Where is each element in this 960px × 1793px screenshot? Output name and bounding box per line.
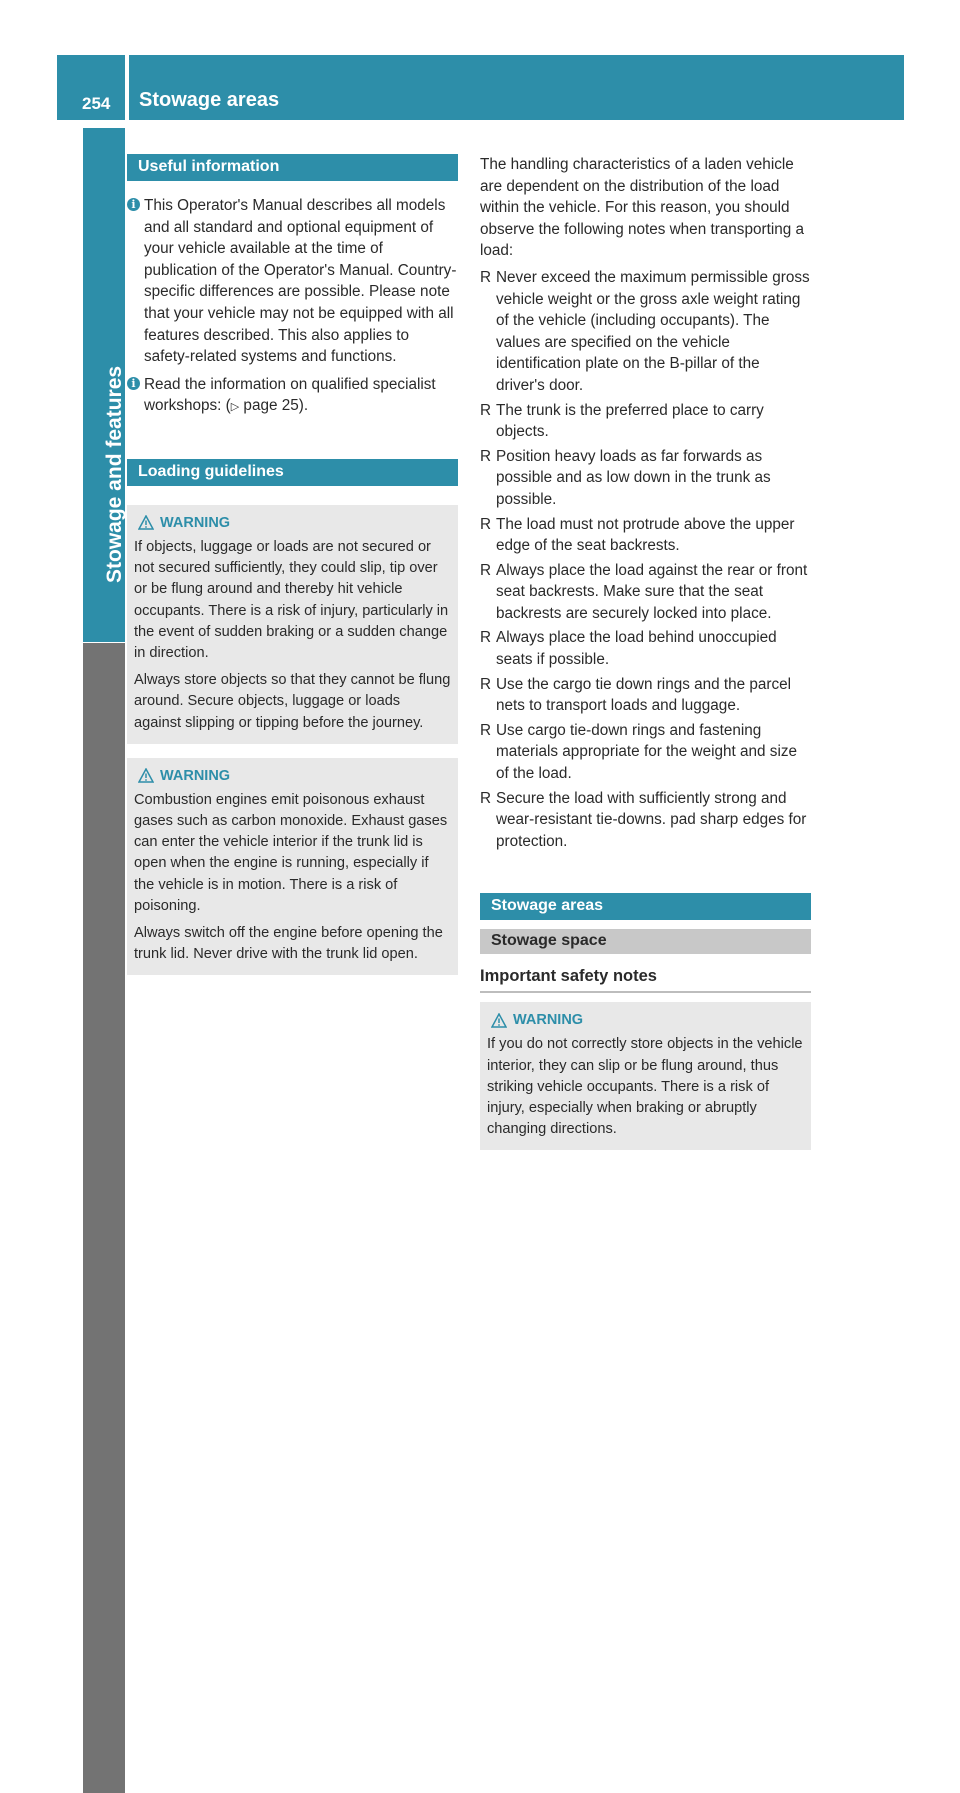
bullet-marker: R: [480, 629, 492, 647]
info-icon: i: [127, 377, 140, 390]
section-title-loading-guidelines: Loading guidelines: [127, 459, 458, 486]
warning-box: [127, 505, 458, 744]
intro-text: The handling characteristics of a laden vehicle are dependent on the distribution of the load within the vehicle. For this reason, you should observe the following notes when transporting a load:: [480, 156, 804, 260]
list-item: R Always place the load against the rear or front seat backrests. Make sure that the seat backrests are securely locked into place.: [480, 561, 808, 622]
warning-label: WARNING: [160, 514, 231, 531]
bullet-marker: R: [480, 721, 492, 739]
warning-box: [127, 758, 458, 976]
info-paragraph: [127, 195, 458, 368]
bullet-marker: R: [480, 447, 492, 465]
page-title: Stowage areas: [139, 89, 280, 111]
list-item: R Secure the load with sufficiently strong and wear-resistant tie-downs. pad sharp edges for protection.: [480, 789, 807, 850]
list-item: R The load must not protrude above the upper edge of the seat backrests.: [480, 515, 795, 555]
bullet-marker: R: [480, 675, 492, 693]
bullet-list: [480, 267, 811, 852]
info-text-2-pre: Read the information on qualified specialist workshops: (: [144, 375, 436, 415]
warning-triangle-icon: [138, 768, 154, 783]
list-item: R The trunk is the preferred place to carry objects.: [480, 401, 764, 441]
warning-text: If objects, luggage or loads are not secured or not secured sufficiently, they could slip, tip over or be flung around and thereby hit vehicle occupants. There is a risk of injury, particularly in the event of sudden braking or a sudden change in direction.: [134, 538, 449, 661]
side-tab-gray: [83, 643, 125, 1793]
warning-triangle-icon: [491, 1013, 507, 1028]
side-tab-label: Stowage and features: [103, 365, 126, 583]
page-ref-arrow-icon: ▷: [230, 401, 240, 414]
info-paragraph: [127, 374, 458, 419]
warning-header: [491, 1010, 804, 1030]
page-number: 254: [82, 94, 111, 113]
warning-text: Always switch off the engine before opening the trunk lid. Never drive with the trunk lid open.: [134, 924, 443, 963]
warning-triangle-icon: [138, 515, 154, 530]
right-column: [480, 154, 811, 1150]
warning-label: WARNING: [513, 1012, 584, 1029]
warning-header: [138, 766, 451, 786]
list-item: R Use cargo tie-down rings and fastening materials appropriate for the weight and size of the load.: [480, 721, 798, 783]
bullet-marker: R: [480, 789, 492, 807]
bullet-marker: R: [480, 515, 492, 533]
subsection-title-stowage-space: Stowage space: [480, 929, 811, 954]
heading-important-safety-notes: Important safety notes: [480, 967, 811, 993]
warning-header: [138, 513, 451, 533]
info-icon: i: [127, 198, 140, 211]
list-item: R Position heavy loads as far forwards as possible and as low down in the trunk as possible.: [480, 447, 771, 508]
bullet-marker: R: [480, 401, 492, 419]
info-text-2: [144, 374, 458, 419]
header-separator: [125, 55, 129, 120]
bullet-marker: R: [480, 268, 492, 286]
warning-label: WARNING: [160, 767, 231, 784]
warning-text: Always store objects so that they cannot be flung around. Secure objects, luggage or loads against slipping or tipping before the journey.: [134, 672, 451, 731]
warning-text: Combustion engines emit poisonous exhaust gases such as carbon monoxide. Exhaust gases can enter the vehicle interior if the trunk lid is open when the engine is running, especially if the vehicle is in motion. There is a risk of poisoning.: [134, 791, 448, 914]
section-title-stowage-areas: Stowage areas: [480, 893, 811, 920]
section-title-useful-information: Useful information: [127, 154, 458, 181]
page-ref-link[interactable]: page 25).: [239, 397, 309, 415]
warning-box: [480, 1002, 811, 1150]
left-column: [127, 154, 458, 975]
warning-text: If you do not correctly store objects in the vehicle interior, they can slip or be flung around, thus striking vehicle occupants. There is a risk of injury, especially when braking or abruptly changing directions.: [487, 1036, 803, 1138]
list-item: R Use the cargo tie down rings and the parcel nets to transport loads and luggage.: [480, 675, 792, 715]
info-text-1: This Operator's Manual describes all models and all standard and optional equipment of your vehicle available at the time of publication of the Operator's Manual. Country-specific differences are possible. Please note that your vehicle may not be equipped with all features described. This also applies to safety-related systems and functions.: [144, 197, 457, 366]
bullet-marker: R: [480, 561, 492, 579]
list-item: R Never exceed the maximum permissible gross vehicle weight or the gross axle weight rating of the vehicle (including occupants). The values are specified on the vehicle identification plate on the B-pillar of the driver's door.: [480, 268, 810, 394]
list-item: R Always place the load behind unoccupied seats if possible.: [480, 629, 777, 669]
